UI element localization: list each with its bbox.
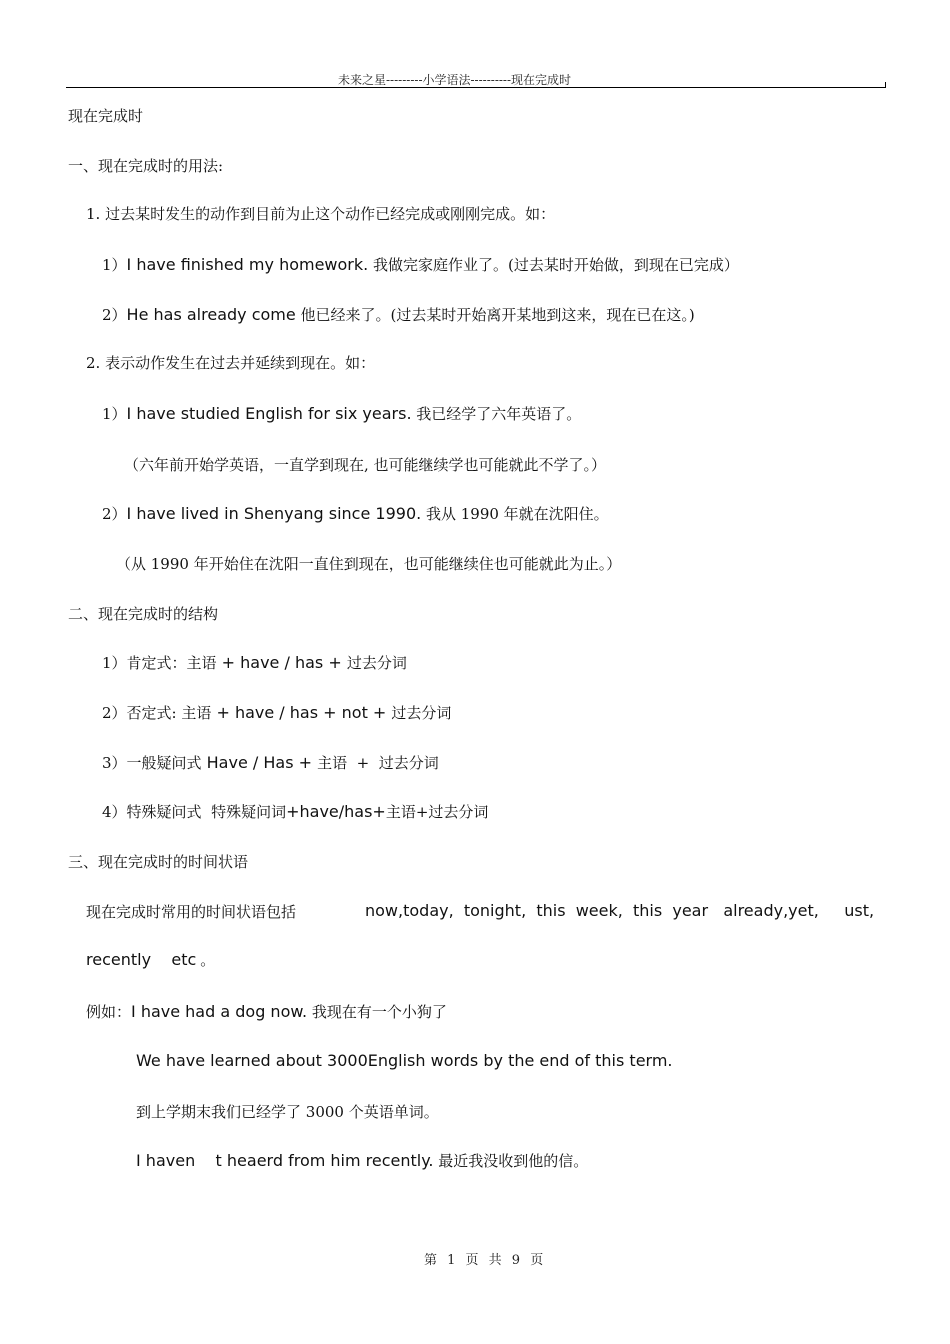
example-english: I haven t heaerd from him recently.: [136, 1151, 434, 1170]
section3-intro-english: now,today, tonight, this week, this year already,yet, ust,: [365, 901, 875, 920]
example-english: I have had a dog now.: [131, 1002, 308, 1021]
example-chinese: 我现在有一个小狗了: [307, 1003, 447, 1021]
example-english: I have studied English for six years.: [126, 404, 412, 423]
item-label: 特殊疑问式 特殊疑问词: [126, 803, 287, 821]
section1-point2-example2-note: （从 1990 年开始住在沈阳一直住到现在，也可能继续住也可能就此为止。）: [116, 555, 622, 573]
example-number: 2）: [102, 306, 127, 324]
section1-heading: 一、现在完成时的用法:: [68, 157, 224, 175]
header-rule-tick: [885, 82, 886, 88]
example-chinese: 他已经来了。(过去某时开始离开某地到这来，现在已在这。): [295, 306, 695, 324]
section3-intro-chinese: 现在完成时常用的时间状语包括: [86, 903, 297, 921]
item-label: 肯定式：主语: [126, 654, 217, 672]
section1-point2-example1: [102, 403, 581, 424]
item-number: 3）: [102, 754, 127, 772]
structure-negative: [102, 702, 451, 723]
page-header: 未来之星---------小学语法----------现在完成时: [338, 73, 572, 87]
structure-general-question: [102, 752, 439, 773]
section1-point2-label: 2. 表示动作发生在过去并延续到现在。如：: [86, 354, 376, 372]
item-tail: 主语+过去分词: [385, 803, 489, 821]
section3-heading: 三、现在完成时的时间状语: [68, 853, 249, 871]
example-label: 例如：: [86, 1003, 132, 1021]
item-label: 否定式: 主语: [126, 704, 212, 722]
intro-continuation: recently etc: [86, 950, 197, 969]
example-chinese: 我做完家庭作业了。(过去某时开始做，到现在已完成）: [368, 256, 739, 274]
example-chinese: 我已经学了六年英语了。: [411, 405, 582, 423]
section3-example3: [136, 1150, 588, 1171]
item-label: 一般疑问式: [126, 754, 202, 772]
item-formula: +have/has+: [286, 802, 386, 821]
item-tail: 主语 + 过去分词: [317, 754, 439, 772]
example-number: 2）: [102, 505, 127, 523]
example-chinese: 我从 1990 年就在沈阳住。: [421, 505, 609, 523]
item-tail: 过去分词: [346, 654, 407, 672]
section3-intro-line2: [86, 949, 215, 970]
item-number: 1）: [102, 654, 127, 672]
header-rule: [66, 87, 886, 88]
example-number: 1）: [102, 405, 127, 423]
example-english: He has already come: [126, 305, 296, 324]
section1-point2-example1-note: （六年前开始学英语，一直学到现在, 也可能继续学也可能就此不学了。）: [124, 456, 607, 474]
item-number: 2）: [102, 704, 127, 722]
section3-example1: [86, 1001, 447, 1022]
item-formula: + have / has + not +: [211, 703, 392, 722]
section1-point1-example1: [102, 254, 739, 275]
section3-example2-chinese: 到上学期末我们已经学了 3000 个英语单词。: [136, 1103, 439, 1121]
section1-point2-example2: [102, 503, 609, 524]
example-english: I have finished my homework.: [126, 255, 369, 274]
page-footer: 第 1 页 共 9 页: [424, 1253, 547, 1268]
section2-heading: 二、现在完成时的结构: [68, 605, 219, 623]
example-english: I have lived in Shenyang since 1990.: [126, 504, 422, 523]
structure-special-question: [102, 801, 488, 822]
item-formula: + have / has +: [216, 653, 347, 672]
example-chinese: 最近我没收到他的信。: [433, 1152, 589, 1170]
item-formula: Have / Has +: [201, 753, 318, 772]
example-number: 1）: [102, 256, 127, 274]
section3-example2-english: We have learned about 3000English words by the end of this term.: [136, 1051, 673, 1070]
section1-point1-example2: [102, 304, 695, 325]
item-number: 4）: [102, 803, 127, 821]
document-title: 现在完成时: [68, 107, 144, 125]
item-tail: 过去分词: [391, 704, 452, 722]
section1-point1-label: 1. 过去某时发生的动作到目前为止这个动作已经完成或刚刚完成。如：: [86, 205, 556, 223]
structure-affirmative: [102, 652, 407, 673]
intro-end: 。: [200, 951, 216, 969]
